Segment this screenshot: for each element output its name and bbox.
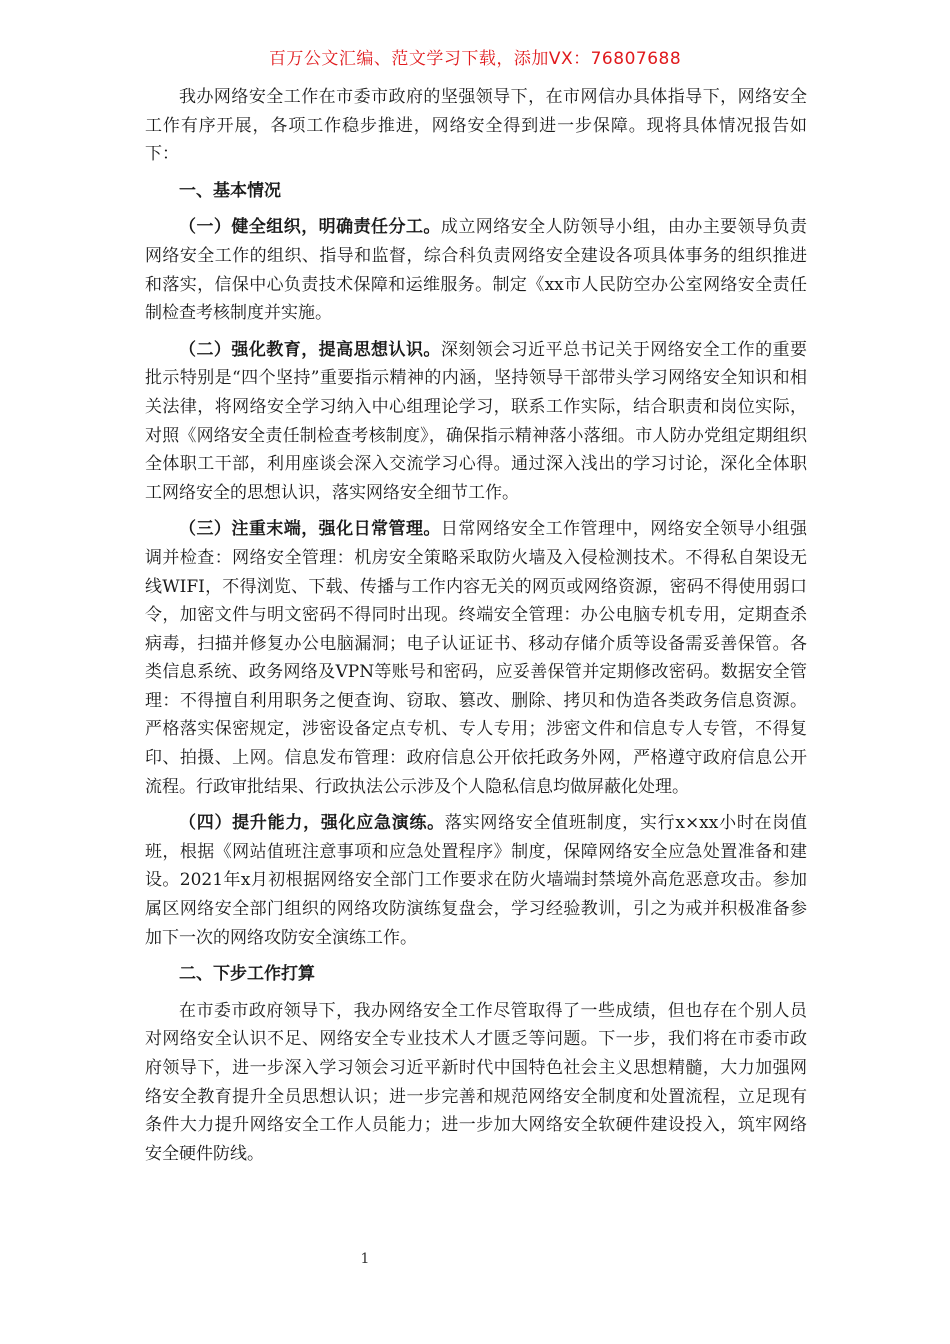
paragraph-text: 落实网络安全值班制度，实行x×xx小时在岗值班，根据《网站值班注意事项和应急处置程序》制度，保障网络安全应急处置准备和建设。2021年x月初根据网络安全部门工作要求在防火墙端封禁境外高危恶意攻击。参加属区网络安全部门组织的网络攻防演练复盘会，学习经验教训，引之为戒并积极准备参加下一次的网络攻防安全演练工作。 [145, 813, 807, 948]
paragraph-lead: （四）提升能力，强化应急演练。 [179, 813, 445, 834]
paragraph-item-2 [145, 336, 807, 508]
paragraph-text: 深刻领会习近平总书记关于网络安全工作的重要批示特别是“四个坚持”重要指示精神的内涵，坚持领导干部带头学习网络安全知识和相关法律，将网络安全学习纳入中心组理论学习，联系工作实际，结合职责和岗位实际，对照《网络安全责任制检查考核制度》，确保指示精神落小落细。市人防办党组定期组织全体职工干部，利用座谈会深入交流学习心得。通过深入浅出的学习讨论，深化全体职工网络安全的思想认识，落实网络安全细节工作。 [145, 339, 808, 503]
document-body [145, 83, 807, 1168]
next-steps-paragraph: 在市委市政府领导下，我办网络安全工作尽管取得了一些成绩，但也存在个别人员对网络安全认识不足、网络安全专业技术人才匮乏等问题。下一步，我们将在市委市政府领导下，进一步深入学习领会习近平新时代中国特色社会主义思想精髓，大力加强网络安全教育提升全员思想认识；进一步完善和规范网络安全制度和处置流程，立足现有条件大力提升网络安全工作人员能力；进一步加大网络安全软硬件建设投入，筑牢网络安全硬件防线。 [145, 1000, 807, 1164]
intro-paragraph: 我办网络安全工作在市委市政府的坚强领导下，在市网信办具体指导下，网络安全工作有序开展，各项工作稳步推进，网络安全得到进一步保障。现将具体情况报告如下： [145, 87, 807, 165]
paragraph-lead: （三）注重末端，强化日常管理。 [179, 519, 441, 540]
section-heading-next-steps: 二、下步工作打算 [179, 964, 315, 985]
paragraph-text: 日常网络安全工作管理中，网络安全领导小组强调并检查：网络安全管理：机房安全策略采取防火墙及入侵检测技术。不得私自架设无线WIFI，不得浏览、下载、传播与工作内容无关的网页或网络资源，密码不得使用弱口令，加密文件与明文密码不得同时出现。终端安全管理：办公电脑专机专用，定期查杀病毒，扫描并修复办公电脑漏洞；电子认证证书、移动存储介质等设备需妥善保管。各类信息系统、政务网络及VPN等账号和密码，应妥善保管并定期修改密码。数据安全管理：不得擅自利用职务之便查询、窃取、篡改、删除、拷贝和伪造各类政务信息资源。严格落实保密规定，涉密设备定点专机、专人专用；涉密文件和信息专人专管，不得复印、拍摄、上网。信息发布管理：政府信息公开依托政务外网，严格遵守政府信息公开流程。行政审批结果、行政执法公示涉及个人隐私信息均做屏蔽化处理。 [145, 519, 808, 797]
paragraph-text: 成立网络安全人防领导小组，由办主要领导负责网络安全工作的组织、指导和监督，综合科负责网络安全建设各项具体事务的组织推进和落实，信保中心负责技术保障和运维服务。制定《xx市人民防空办公室网络安全责任制检查考核制度并实施。 [145, 217, 808, 324]
paragraph-item-1 [145, 213, 807, 327]
paragraph-lead: （二）强化教育，提高思想认识。 [179, 339, 441, 360]
watermark-banner: 百万公文汇编、范文学习下载，添加VX：76807688 [268, 49, 682, 69]
paragraph-lead: （一）健全组织，明确责任分工。 [179, 217, 441, 238]
section-heading-basic: 一、基本情况 [179, 180, 281, 201]
paragraph-item-4 [145, 809, 807, 952]
paragraph-item-3 [145, 515, 807, 801]
page-number: 1 [360, 1251, 370, 1267]
